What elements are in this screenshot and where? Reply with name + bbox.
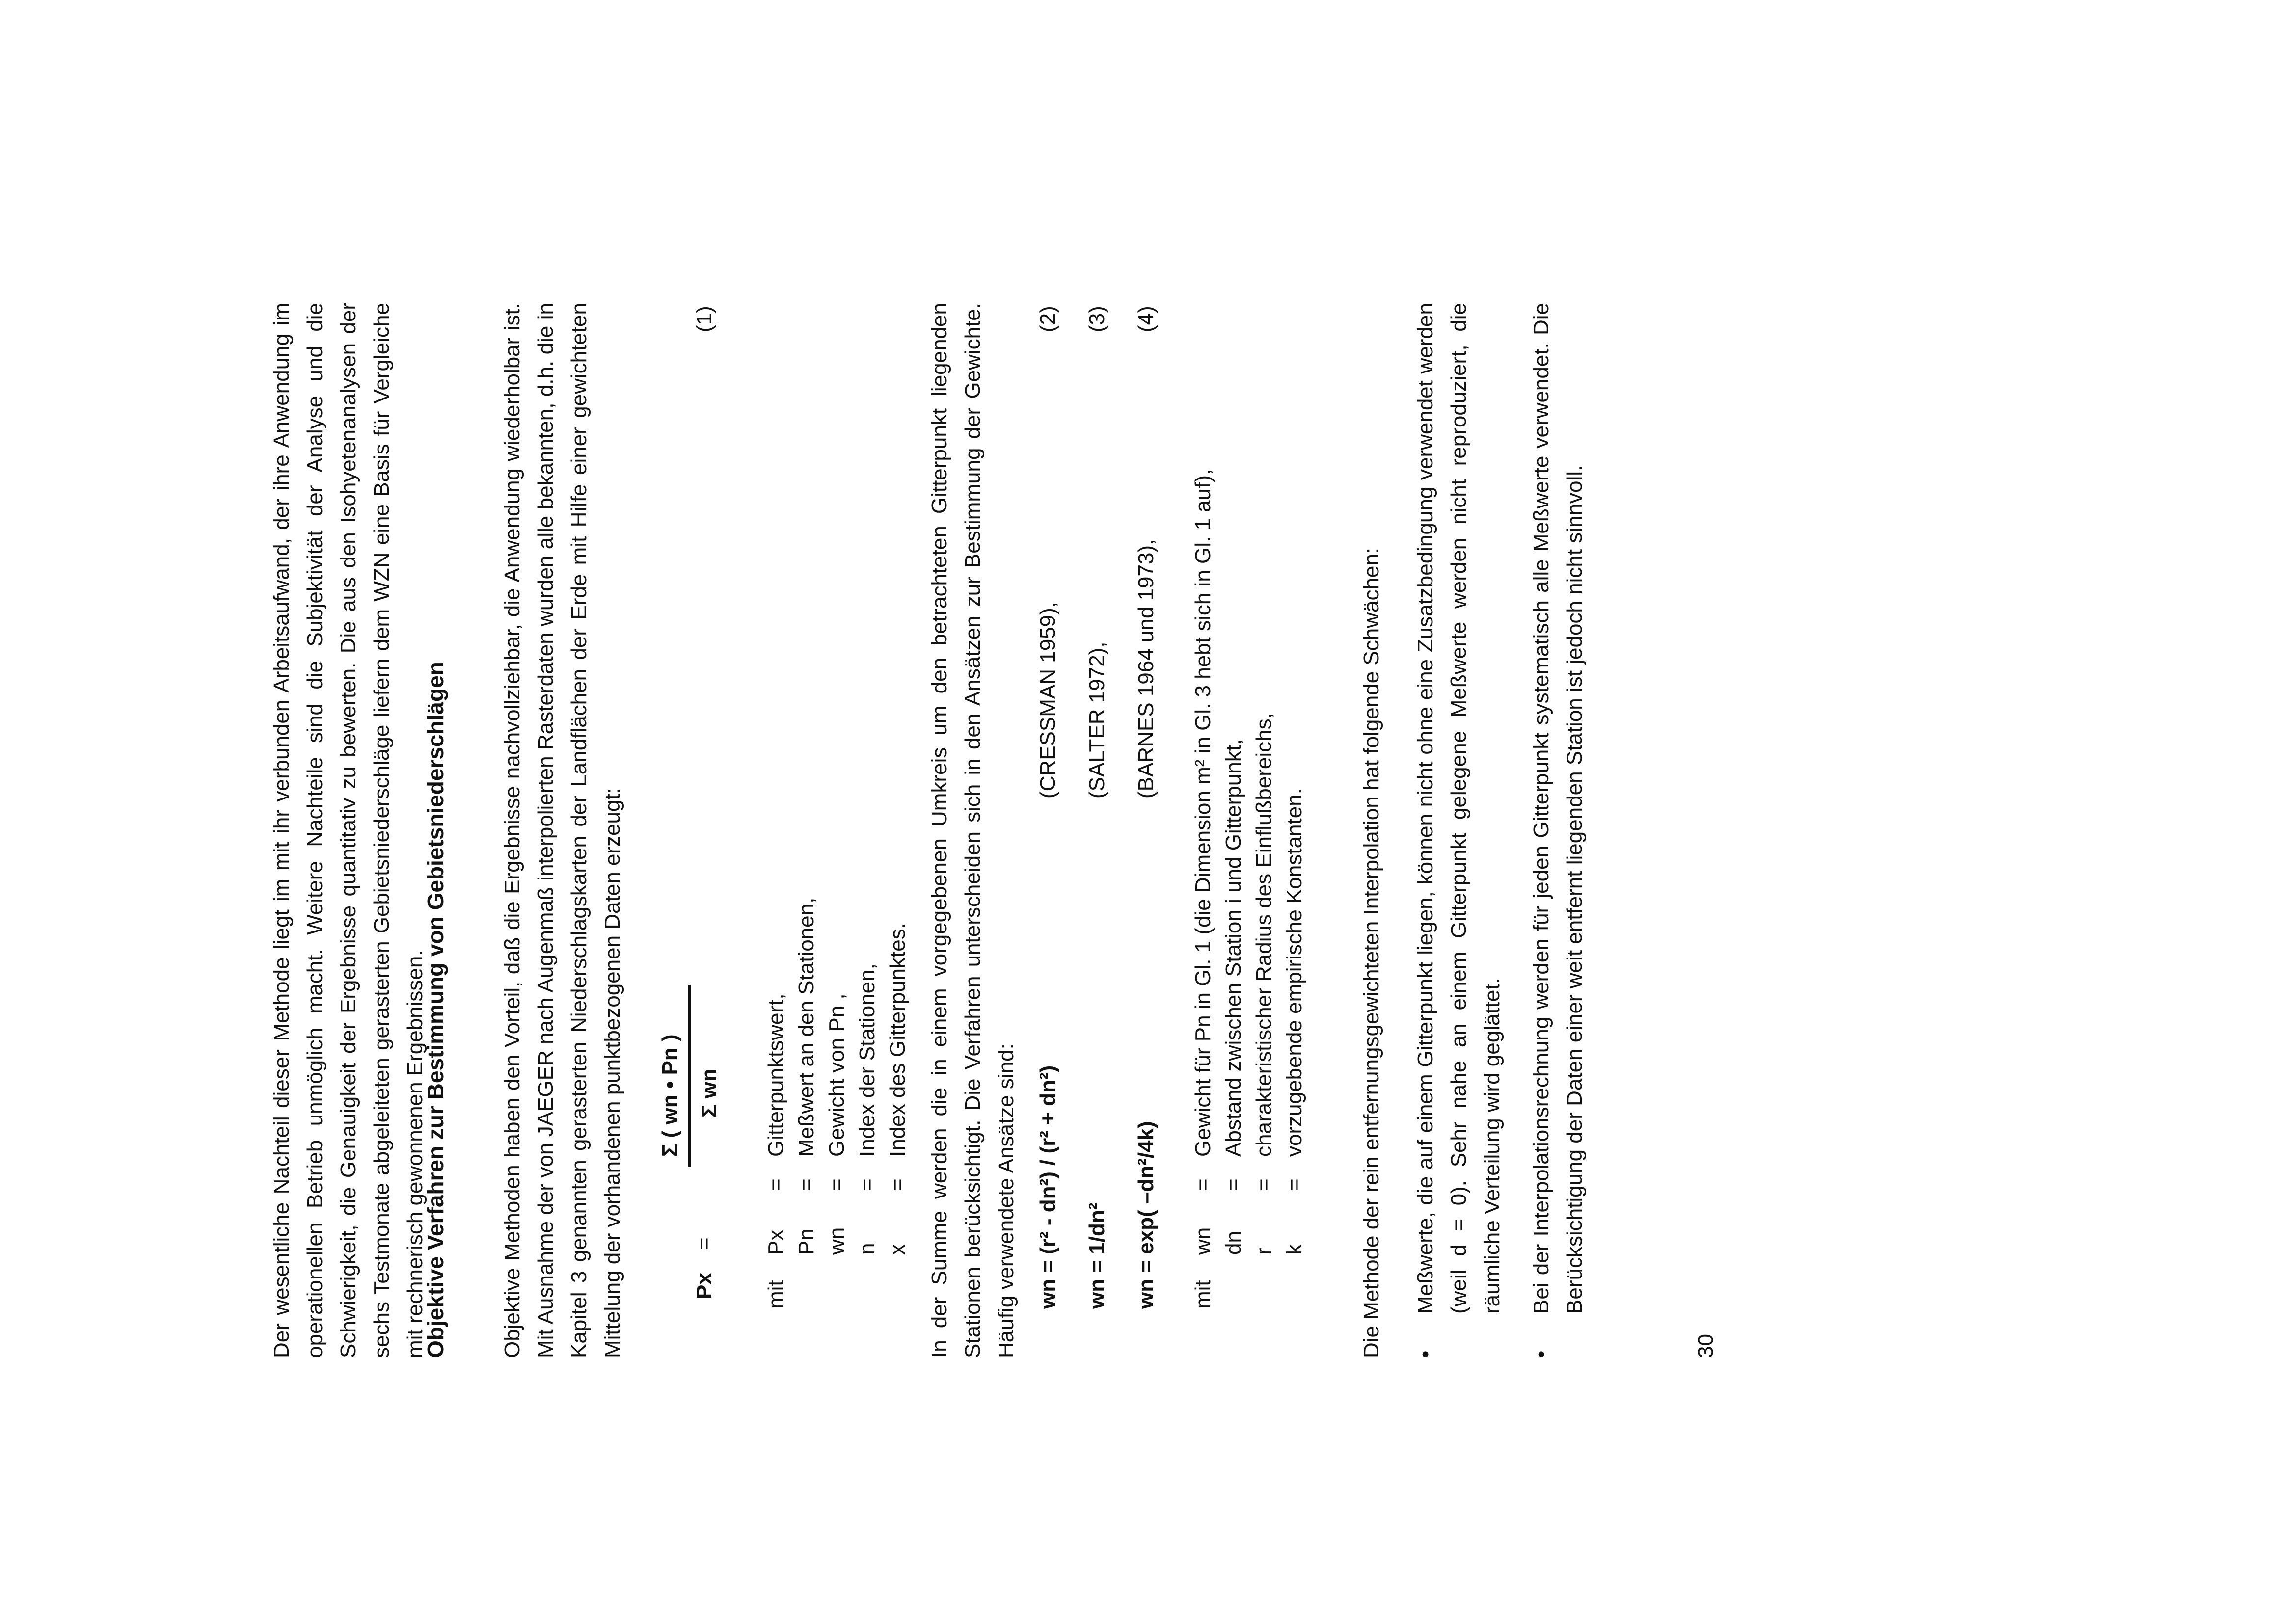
weight-formula: wn = (r² - dn²) / (r² + dn²)	[1036, 1065, 1060, 1309]
definition-row: n = Index der Stationen,	[855, 963, 879, 1255]
weakness-intro: Die Methode der rein entfernungsgewichteten Interpolation hat folgende Schwächen:	[1359, 547, 1383, 1358]
eq1-definitions	[761, 898, 913, 1309]
eq1-number: (1)	[692, 306, 716, 332]
sum-paragraph: In der Summe werden die in einem vorgegebenen Umkreis um den betrachteten Gitterpunkt liegenden Stationen berücksichtigt. Die Verfahren unterscheiden sich in den Ansätzen zur Bestimmung der Gewichte. Häufig verwendete Ansätze sind:	[927, 303, 1018, 1358]
definition-row: Pn = Meßwert an den Stationen,	[794, 897, 818, 1255]
eq1-numerator: Σ ( wn • Pn )	[658, 1034, 682, 1157]
definition-row: x = Index des Gitterpunktes.	[886, 923, 910, 1255]
bullet-icon: •	[1529, 1350, 1553, 1358]
list-item: • Bei der Interpolationsrechnung werden für jeden Gitterpunkt systematisch alle Meßwerte verwendet. Die Berücksichtigung der Daten einer weit entfernt liegenden Station ist jedoch nicht sinnvoll.	[1525, 303, 1592, 1358]
definition-row: r = charakteristischer Radius des Einflußbereichs,	[1252, 713, 1276, 1255]
weight-formula: wn = 1/dn²	[1085, 1202, 1109, 1309]
objective-paragraph: Objektive Methoden haben den Vorteil, daß die Ergebnisse nachvollziehbar, die Anwendung wiederholbar ist. Mit Ausnahme der von JAEGER nach Augenmaß interpolierten Rasterdaten wurden alle bekannten, d.h. die in Kapitel 3 genannten gerasterten Niederschlagskarten der Landflächen der Erde mit Hilfe einer gewichteten Mittelung der vorhandenen punktbezogenen Daten erzeugt:	[500, 303, 624, 1358]
equation-number: (3)	[1085, 306, 1109, 332]
definition-row: wn = Gewicht von Pn ,	[825, 993, 849, 1255]
weights-definitions	[1188, 303, 1310, 1309]
weakness-list	[1409, 303, 1607, 1358]
fraction-bar	[688, 985, 691, 1167]
section-heading: Objektive Verfahren zur Bestimmung von Gebietsniederschlägen	[423, 662, 448, 1358]
definition-row: mit Px = Gitterpunktswert,	[764, 993, 788, 1309]
equation-number: (4)	[1134, 306, 1158, 332]
weight-formula: wn = exp( –dn²/4k)	[1134, 1121, 1158, 1309]
eq1-equals: =	[692, 1237, 716, 1250]
eq1-lhs: Px	[692, 1273, 716, 1299]
equation-number: (2)	[1036, 306, 1060, 332]
weight-reference: (CRESSMAN 1959),	[1036, 601, 1060, 798]
list-item: • Meßwerte, die auf einem Gitterpunkt liegen, können nicht ohne eine Zusatzbedingung verwendet werden (weil d = 0). Sehr nahe an einem Gitterpunkt gelegene Meßwerte werden nicht reproduziert, die räumliche Verteilung wird geglättet.	[1409, 303, 1509, 1358]
definition-row: dn = Abstand zwischen Station i und Gitterpunkt,	[1221, 739, 1245, 1255]
page-number: 30	[1694, 1334, 1718, 1358]
weight-reference: (BARNES 1964 und 1973),	[1134, 539, 1158, 798]
weight-reference: (SALTER 1972),	[1085, 641, 1109, 798]
eq1-denominator: Σ wn	[697, 1068, 721, 1117]
definition-row: k = vorzugebende empirische Konstanten.	[1282, 788, 1306, 1255]
bullet-icon: •	[1413, 1350, 1437, 1358]
definition-row: mit wn = Gewicht für Pn in Gl. 1 (die Dimension m² in Gl. 3 hebt sich in Gl. 1 auf),	[1191, 469, 1215, 1309]
intro-paragraph: Der wesentliche Nachteil dieser Methode liegt im mit ihr verbunden Arbeitsaufwand, der ihre Anwendung im operationellen Betrieb unmöglich macht. Weitere Nachteile sind die Subjektivität der Analyse und die Schwierigkeit, die Genauigkeit der Ergebnisse quantitativ zu bewerten. Die aus den Isohyetenanalysen der sechs Testmonate abgeleiteten gerasterten Gebietsniederschläge liefern dem WZN eine Basis für Vergleiche mit rechnerisch gewonnenen Ergebnissen.	[270, 303, 427, 1358]
